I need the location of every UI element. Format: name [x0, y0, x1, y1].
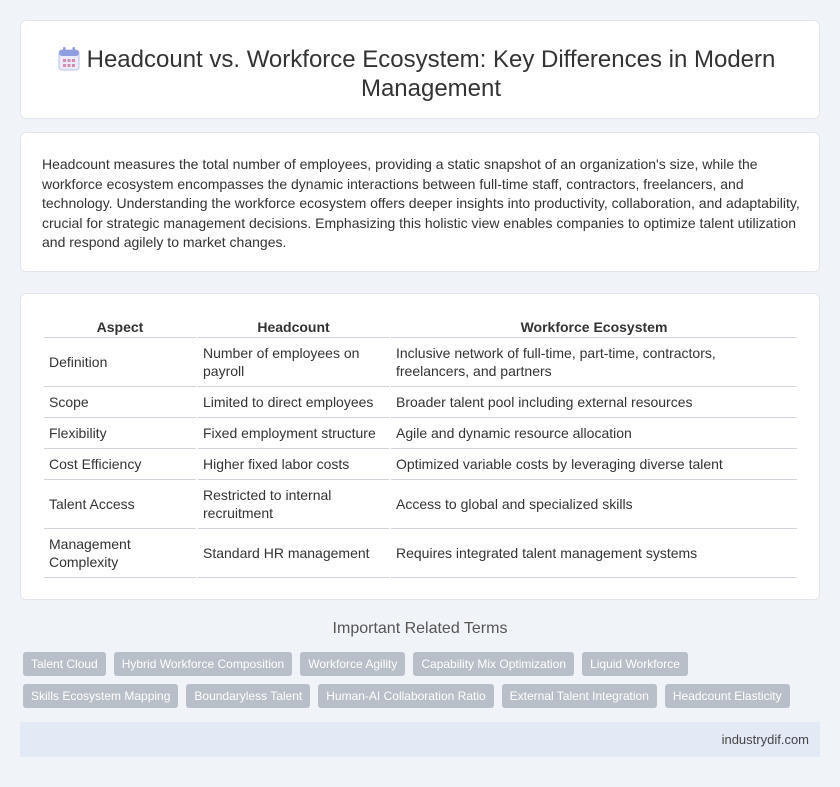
page-title: Headcount vs. Workforce Ecosystem: Key Differences in Modern Management [86, 46, 776, 102]
tag-headcount-elasticity[interactable]: Headcount Elasticity [665, 684, 790, 708]
cell-aspect: Definition [44, 338, 196, 387]
header-aspect: Aspect [44, 314, 196, 338]
cell-headcount: Standard HR management [198, 529, 389, 578]
tag-workforce-agility[interactable]: Workforce Agility [300, 652, 405, 676]
table-row [44, 387, 797, 418]
tag-external-talent-integration[interactable]: External Talent Integration [502, 684, 657, 708]
tag-capability-mix-optimization[interactable]: Capability Mix Optimization [413, 652, 574, 676]
cell-headcount: Fixed employment structure [198, 418, 389, 449]
cell-headcount: Number of employees on payroll [198, 338, 389, 387]
footer-site-link[interactable]: industrydif.com [721, 732, 809, 747]
cell-aspect: Talent Access [44, 480, 196, 529]
header-workforce-ecosystem: Workforce Ecosystem [391, 314, 797, 338]
tag-talent-cloud[interactable]: Talent Cloud [23, 652, 106, 676]
intro-paragraph: Headcount measures the total number of employees, providing a static snapshot of an organization's size, while the workforce ecosystem encompasses the dynamic interactions between full-time staff, contractors, freelancers, and technology. Understanding the workforce ecosystem offers deeper insights into productivity, collaboration, and adaptability, crucial for strategic management decisions. Emphasizing this holistic view enables companies to optimize talent utilization and respond agilely to market changes. [42, 156, 800, 251]
cell-aspect: Cost Efficiency [44, 449, 196, 480]
cell-ecosystem: Agile and dynamic resource allocation [391, 418, 797, 449]
cell-ecosystem: Requires integrated talent management systems [391, 529, 797, 578]
comparison-card [20, 293, 820, 600]
cell-headcount: Restricted to internal recruitment [198, 480, 389, 529]
table-row [44, 449, 797, 480]
tag-boundaryless-talent[interactable]: Boundaryless Talent [186, 684, 310, 708]
tag-human-ai-collaboration-ratio[interactable]: Human-AI Collaboration Ratio [318, 684, 493, 708]
cell-aspect: Flexibility [44, 418, 196, 449]
header-headcount: Headcount [198, 314, 389, 338]
related-terms-heading: Important Related Terms [332, 620, 508, 637]
intro-card [20, 132, 820, 272]
comparison-table [42, 314, 799, 578]
table-row [44, 418, 797, 449]
table-row [44, 529, 797, 578]
cell-headcount: Limited to direct employees [198, 387, 389, 418]
table-row [44, 338, 797, 387]
tag-liquid-workforce[interactable]: Liquid Workforce [582, 652, 688, 676]
title-card [20, 20, 820, 119]
tag-skills-ecosystem-mapping[interactable]: Skills Ecosystem Mapping [23, 684, 178, 708]
cell-ecosystem: Access to global and specialized skills [391, 480, 797, 529]
cell-aspect: Scope [44, 387, 196, 418]
cell-aspect: Management Complexity [44, 529, 196, 578]
footer [20, 722, 820, 757]
cell-headcount: Higher fixed labor costs [198, 449, 389, 480]
cell-ecosystem: Optimized variable costs by leveraging diverse talent [391, 449, 797, 480]
tag-hybrid-workforce-composition[interactable]: Hybrid Workforce Composition [114, 652, 293, 676]
table-header-row [44, 314, 797, 338]
table-row [44, 480, 797, 529]
cell-ecosystem: Inclusive network of full-time, part-time, contractors, freelancers, and partners [391, 338, 797, 387]
cell-ecosystem: Broader talent pool including external resources [391, 387, 797, 418]
related-terms-tags [23, 652, 823, 716]
